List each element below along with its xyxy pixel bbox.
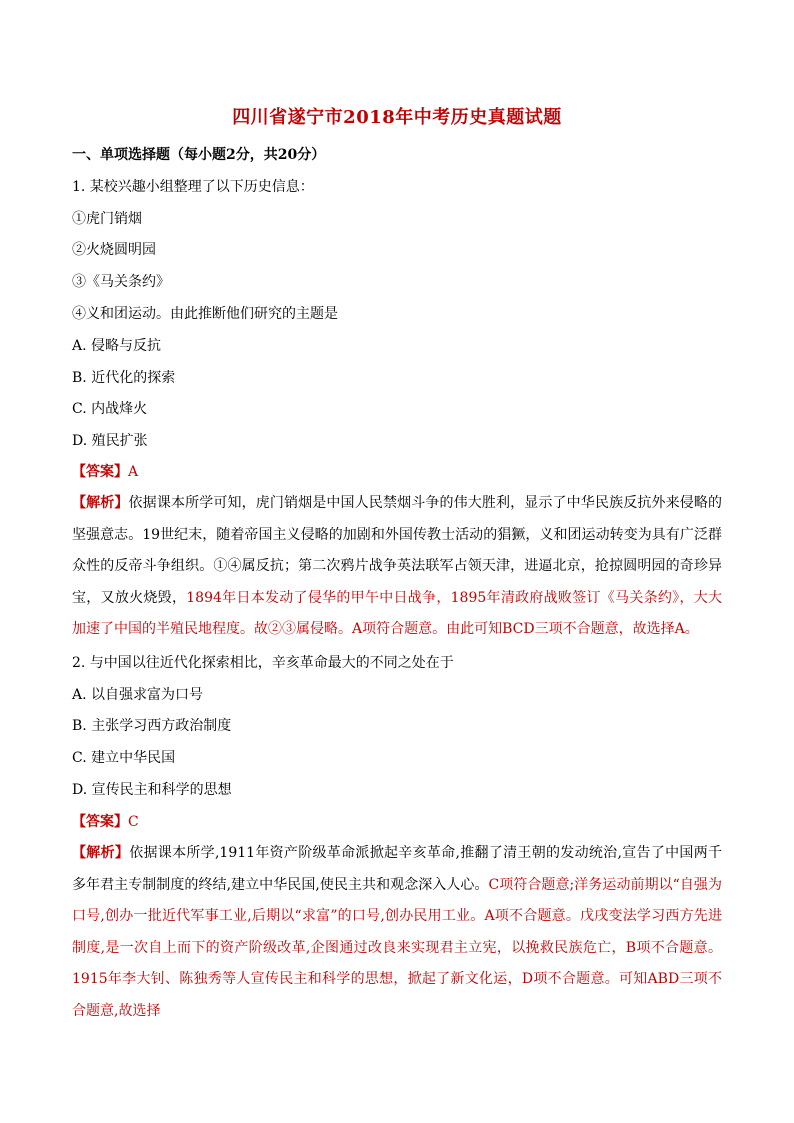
section-heading: 一、单项选择题（每小题2分，共20分） — [72, 147, 326, 163]
analysis-tag: 【解析】 — [72, 495, 129, 511]
page-title: 四川省遂宁市2018年中考历史真题试题 — [232, 107, 562, 128]
question-1-item: ①虎门销烟 — [72, 211, 142, 227]
analysis-text: 依据课本所学可知，虎门销烟是中国人民禁烟斗争的伟大胜利，显示了中华民族反抗外来侵略的坚强意志。19世纪末，随着帝国主义侵略的加剧和外国传教士活动的猖獗，义和团运动转变为具有广泛群众性的反帝斗争组织。①④属反抗；第二次鸦片战争英法联军占领天津，进逼北京，抢掠圆明园的奇珍异宝，又放火烧毁， — [72, 495, 723, 606]
answer-tag: 【答案】 — [72, 464, 128, 480]
question-2-option-a: A. 以自强求富为口号 — [72, 687, 204, 703]
question-1-item: ②火烧圆明园 — [72, 242, 156, 258]
question-2-option-c: C. 建立中华民国 — [72, 750, 176, 766]
answer-value: C — [128, 814, 139, 830]
question-1-item: ④义和团运动。由此推断他们研究的主题是 — [72, 306, 338, 322]
question-1-option-c: C. 内战烽火 — [72, 401, 148, 417]
question-1-option-b: B. 近代化的探索 — [72, 370, 176, 386]
answer-tag: 【答案】 — [72, 814, 128, 830]
question-1-analysis — [72, 488, 722, 646]
question-2-answer — [72, 812, 732, 832]
question-1-answer — [72, 462, 732, 482]
analysis-tag: 【解析】 — [72, 845, 130, 861]
question-1-item: ③《马关条约》 — [72, 274, 170, 290]
analysis-text-highlight: 1894年日本发动了侵华的甲午中日战争，1895年清政府战败签订《马关条约》，大大加速了中国的半殖民地程度。故②③属侵略。A项符合题意。由此可知BCD三项不合题意，故选择A。 — [72, 589, 723, 637]
analysis-text: 依据课本所学,1911年资产阶级革命派掀起辛亥革命,推翻了清王朝的发动统治,宣告了中国两千多年君主专制制度的终结,建立中华民国,使民主共和观念深入人心。 — [72, 845, 722, 893]
analysis-text-highlight: C项符合题意;洋务运动前期以“自强为口号,创办一批近代军事工业,后期以“求富”的口号,创办民用工业。A项不合题意。戊戌变法学习西方先进制度,是一次自上而下的资产阶级改革,企图通过改良来实现君主立宪，以挽救民族危亡，B项不合题意。1915年李大钊、陈独秀等人宣传民主和科学的思想，掀起了新文化运，D项不合题意。可知ABD三项不合题意,故选择 — [72, 876, 722, 1019]
question-2-stem: 2. 与中国以往近代化探索相比，辛亥革命最大的不同之处在于 — [72, 655, 454, 671]
question-2-option-d: D. 宣传民主和科学的思想 — [72, 782, 232, 798]
question-1-stem: 1. 某校兴趣小组整理了以下历史信息： — [72, 179, 314, 195]
question-1-option-d: D. 殖民扩张 — [72, 433, 148, 449]
question-2-option-b: B. 主张学习西方政治制度 — [72, 718, 232, 734]
answer-value: A — [128, 464, 139, 480]
question-1-option-a: A. 侵略与反抗 — [72, 338, 162, 354]
question-2-analysis — [72, 838, 722, 1027]
